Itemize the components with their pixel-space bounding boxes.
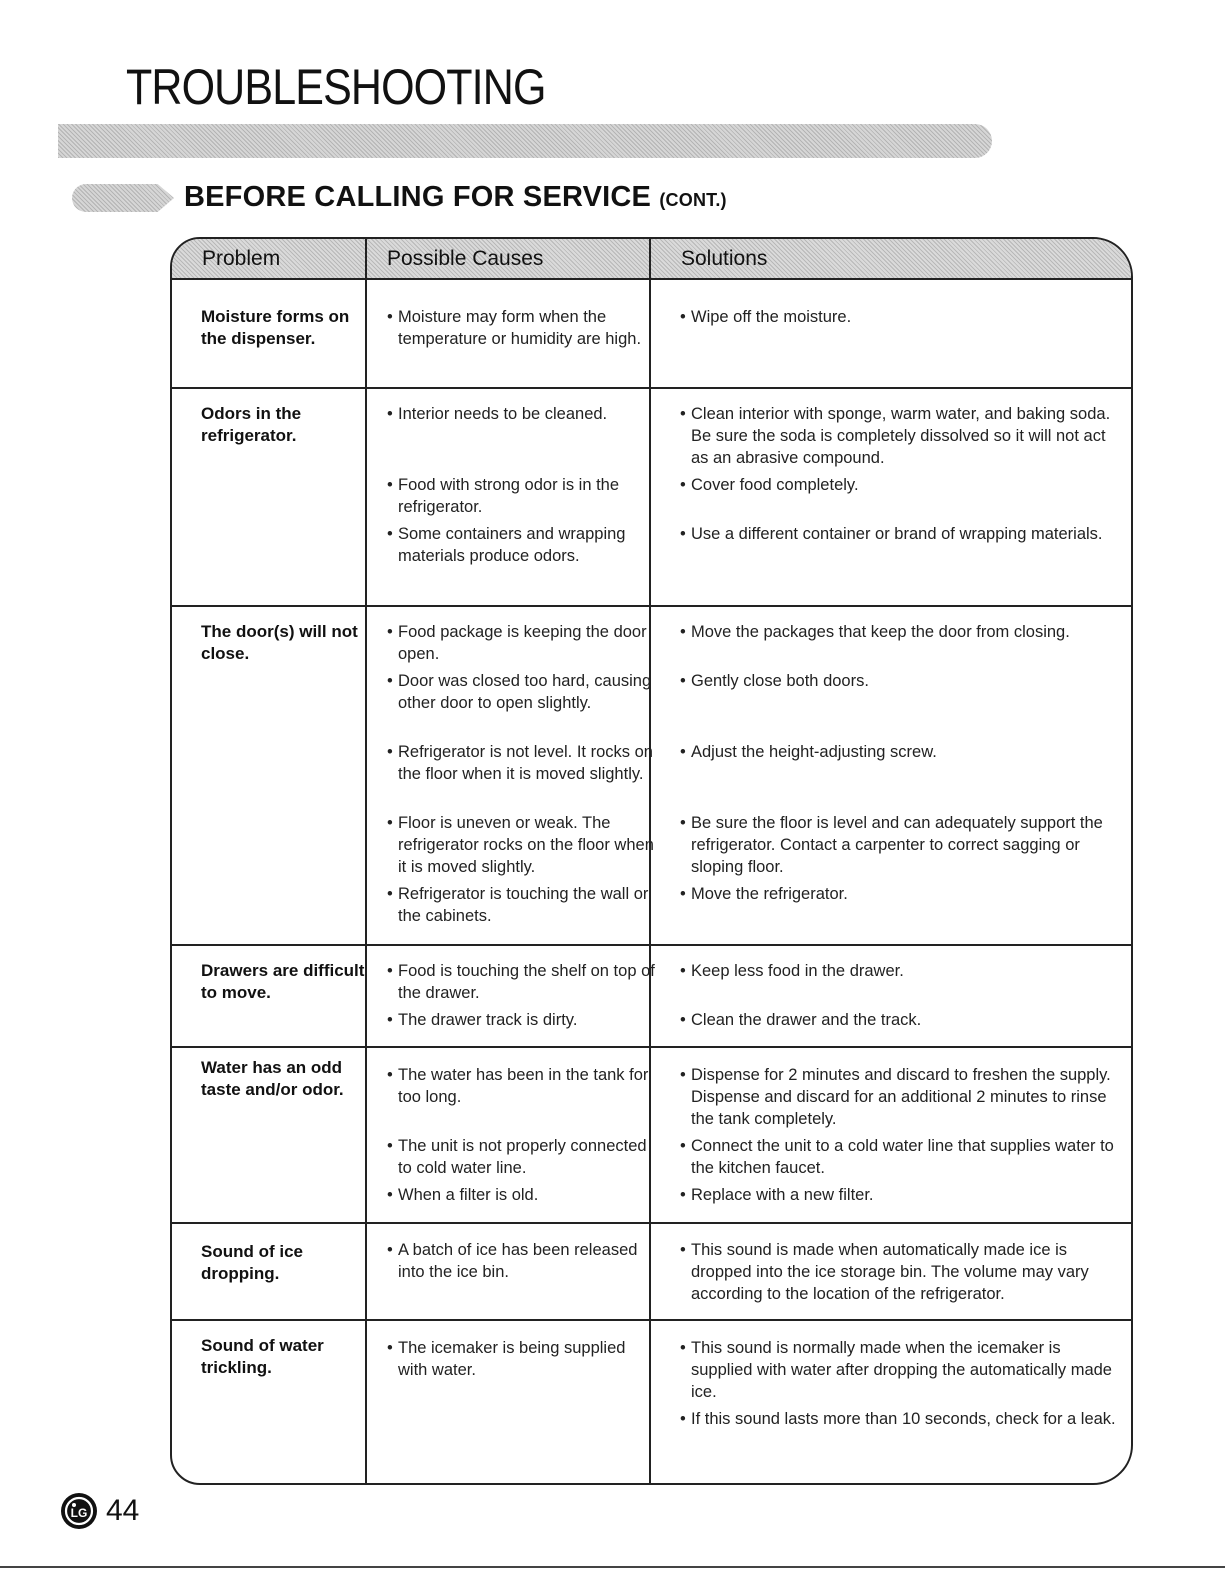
page-title: TROUBLESHOOTING <box>126 59 546 115</box>
table-row <box>172 1048 1131 1224</box>
solution-item: • Adjust the height-adjusting screw. <box>680 743 937 761</box>
header-problem: Problem <box>202 247 281 270</box>
solution-item: • Replace with a new filter. <box>680 1186 874 1204</box>
cause-item: • Floor is uneven or weak. The refrigerator rocks on the floor when it is moved slightly. <box>387 814 654 876</box>
cause-item: • Interior needs to be cleaned. <box>387 405 608 423</box>
cause-item: • Food package is keeping the door open. <box>387 623 647 663</box>
problem-text: Sound of ice dropping. <box>201 1242 303 1283</box>
problem-text: Odors in the refrigerator. <box>201 404 302 445</box>
solution-item: • Dispense for 2 minutes and discard to freshen the supply. Dispense and discard for an additional 2 minutes to rinse the tank completely. <box>680 1066 1111 1128</box>
table-row <box>172 280 1131 389</box>
cause-item: • When a filter is old. <box>387 1186 539 1204</box>
cause-item: • Some containers and wrapping materials produce odors. <box>387 525 626 565</box>
solution-item: • Wipe off the moisture. <box>680 308 852 326</box>
lg-logo-icon <box>60 1492 98 1530</box>
table-header <box>172 239 1131 280</box>
solution-item: • Keep less food in the drawer. <box>680 962 904 980</box>
problem-text: Drawers are difficult to move. <box>201 961 365 1002</box>
cause-item: • The icemaker is being supplied with water. <box>387 1339 626 1379</box>
cause-item: • A batch of ice has been released into the ice bin. <box>387 1241 638 1281</box>
solution-item: • Be sure the floor is level and can adequately support the refrigerator. Contact a carpenter to correct sagging or sloping floor. <box>680 814 1103 876</box>
cause-item: • Refrigerator is not level. It rocks on the floor when it is moved slightly. <box>387 743 653 783</box>
solution-item: • Gently close both doors. <box>680 672 869 690</box>
cause-item: • Door was closed too hard, causing other door to open slightly. <box>387 672 652 712</box>
solution-item: • Move the refrigerator. <box>680 885 848 903</box>
cause-item: • The water has been in the tank for too long. <box>387 1066 649 1106</box>
cause-item: • The unit is not properly connected to cold water line. <box>387 1137 647 1177</box>
table-row <box>172 389 1131 607</box>
page-number: 44 <box>106 1494 140 1527</box>
cause-item: • The drawer track is dirty. <box>387 1011 578 1029</box>
title-underline-bar <box>58 124 992 158</box>
bottom-rule <box>0 1566 1225 1568</box>
cause-item: • Food with strong odor is in the refrigerator. <box>387 476 620 516</box>
section-marker <box>72 184 174 212</box>
solution-item: • Connect the unit to a cold water line that supplies water to the kitchen faucet. <box>680 1137 1114 1177</box>
cause-item: • Food is touching the shelf on top of the drawer. <box>387 962 655 1002</box>
section-title-suffix: (CONT.) <box>659 190 727 210</box>
solution-item: • Use a different container or brand of wrapping materials. <box>680 525 1103 543</box>
problem-text: Moisture forms on the dispenser. <box>201 307 350 348</box>
problem-text: Water has an odd taste and/or odor. <box>201 1058 344 1099</box>
solution-item: • Clean interior with sponge, warm water, and baking soda. Be sure the soda is completely dissolved so it will not act as an abrasive compound. <box>680 405 1111 467</box>
svg-text:LG: LG <box>70 1506 88 1520</box>
cause-item: • Refrigerator is touching the wall or the cabinets. <box>387 885 649 925</box>
solution-item: • Clean the drawer and the track. <box>680 1011 922 1029</box>
table-row <box>172 607 1131 946</box>
problem-text: Sound of water trickling. <box>201 1336 324 1377</box>
section-title <box>184 181 727 214</box>
solution-item: • This sound is normally made when the icemaker is supplied with water after dropping the automatically made ice. <box>680 1339 1112 1401</box>
cause-item: • Moisture may form when the temperature or humidity are high. <box>387 308 642 348</box>
table-row <box>172 1224 1131 1321</box>
problem-text: The door(s) will not close. <box>201 622 358 663</box>
header-causes: Possible Causes <box>387 247 544 270</box>
header-solutions: Solutions <box>681 247 768 270</box>
solution-item: • Move the packages that keep the door from closing. <box>680 623 1070 641</box>
solution-item: • If this sound lasts more than 10 seconds, check for a leak. <box>680 1410 1116 1428</box>
solution-item: • This sound is made when automatically made ice is dropped into the ice storage bin. The volume may vary according to the location of the refrigerator. <box>680 1241 1089 1303</box>
section-title-text: BEFORE CALLING FOR SERVICE <box>184 181 652 213</box>
table-row <box>172 946 1131 1048</box>
solution-item: • Cover food completely. <box>680 476 859 494</box>
troubleshooting-table <box>170 237 1133 1485</box>
table-row <box>172 1321 1131 1485</box>
